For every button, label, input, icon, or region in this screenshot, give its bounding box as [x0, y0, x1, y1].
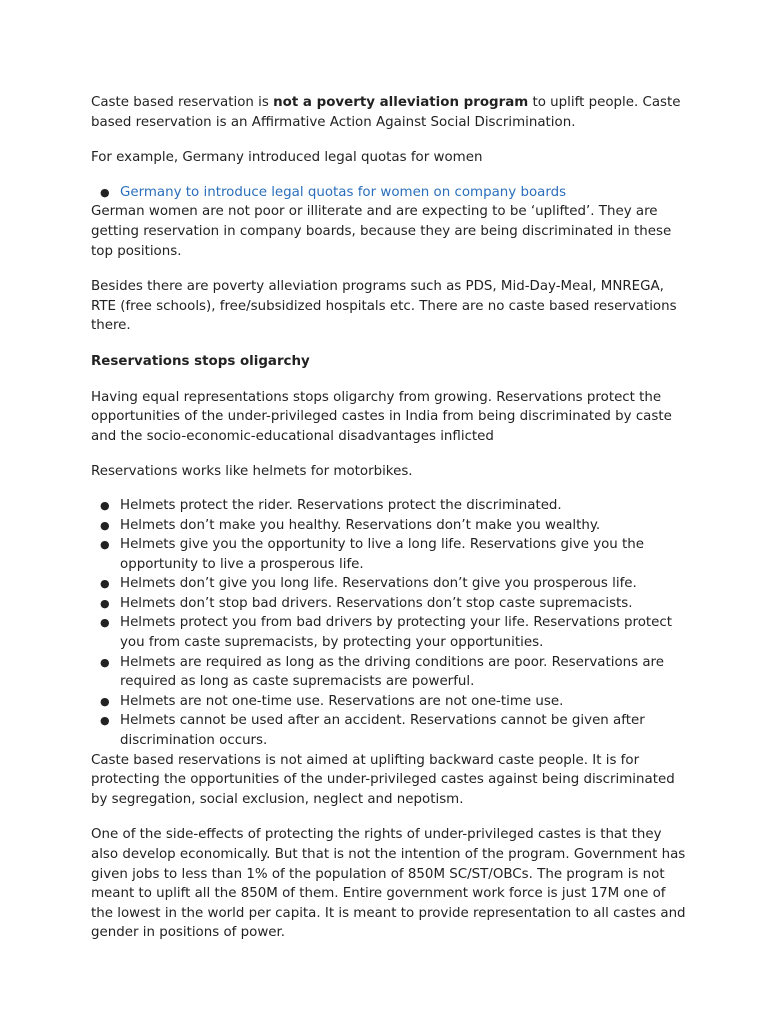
equal-representation-paragraph: Having equal representations stops oligarchy from growing. Reservations protect the opportunities of the under-privileged castes in India from being discriminated by caste and the socio-economic-educational disadvantages inflicted — [91, 389, 672, 444]
bullet-icon: ● — [100, 694, 110, 708]
list-item-text: Helmets don’t give you long life. Reservations don’t give you prosperous life. — [120, 576, 637, 592]
bullet-icon: ● — [100, 616, 110, 630]
intro-text-end: to uplift people. Caste based reservation is an Affirmative Action Against Social Discrimination. — [91, 95, 681, 130]
list-item-text: Helmets protect the rider. Reservations protect the discriminated. — [120, 497, 562, 513]
document-body — [91, 93, 691, 943]
link-list — [91, 183, 691, 203]
list-item — [91, 574, 691, 594]
list-item — [91, 613, 691, 652]
list-item — [91, 496, 691, 516]
list-item — [91, 535, 691, 574]
side-effects-paragraph: One of the side-effects of protecting the rights of under-privileged castes is that they also develop economically. But that is not the intention of the program. Government has given jobs to less than 1% of the population of 850M SC/ST/OBCs. The program is not meant to uplift all the 850M of them. Entire government work force is just 17M one of the lowest in the world per capita. It is meant to provide representation to all castes and gender in positions of power. — [91, 827, 686, 941]
helmet-list — [91, 496, 691, 751]
example-paragraph: For example, Germany introduced legal quotas for women — [91, 150, 483, 166]
list-item — [91, 653, 691, 692]
link-list-item — [91, 183, 691, 203]
list-item-text: Helmets give you the opportunity to live a long life. Reservations give you the opportunity to live a prosperous life. — [120, 537, 645, 572]
list-item — [91, 692, 691, 712]
bullet-icon: ● — [100, 538, 110, 552]
list-item-text: Helmets are not one-time use. Reservations are not one-time use. — [120, 693, 564, 709]
list-item-text: Helmets are required as long as the driving conditions are poor. Reservations are required as long as caste supremacists are powerful. — [120, 654, 665, 690]
intro-paragraph — [91, 93, 691, 132]
bullet-icon: ● — [100, 185, 110, 199]
bullet-icon: ● — [100, 714, 110, 728]
list-item-text: Helmets don’t stop bad drivers. Reservations don’t stop caste supremacists. — [120, 595, 633, 611]
bullet-icon: ● — [100, 596, 110, 610]
poverty-programs-paragraph: Besides there are poverty alleviation programs such as PDS, Mid-Day-Meal, MNREGA, RTE (free schools), free/subsidized hospitals etc. There are no caste based reservations there. — [91, 279, 677, 334]
bullet-icon: ● — [100, 577, 110, 591]
list-item — [91, 516, 691, 536]
germany-quotas-link[interactable]: Germany to introduce legal quotas for women on company boards — [120, 184, 567, 200]
section-heading: Reservations stops oligarchy — [91, 353, 310, 369]
intro-bold-phrase: not a poverty alleviation program — [273, 95, 529, 110]
bullet-icon: ● — [100, 518, 110, 532]
intro-text-start: Caste based reservation is — [91, 95, 274, 110]
list-item-text: Helmets don’t make you healthy. Reservations don’t make you wealthy. — [120, 517, 601, 533]
list-item — [91, 594, 691, 614]
bullet-icon: ● — [100, 498, 110, 512]
german-women-paragraph: German women are not poor or illiterate and are expecting to be ‘uplifted’. They are getting reservation in company boards, because they are being discriminated in these top positions. — [91, 204, 672, 259]
caste-reservations-paragraph: Caste based reservations is not aimed at uplifting backward caste people. It is for protecting the opportunities of the under-privileged castes against being discriminated by segregation, social exclusion, neglect and nepotism. — [91, 752, 675, 807]
list-item-text: Helmets cannot be used after an accident. Reservations cannot be given after discrimination occurs. — [120, 713, 645, 749]
list-item — [91, 711, 691, 750]
list-item-text: Helmets protect you from bad drivers by protecting your life. Reservations protect you from caste supremacists, by protecting your opportunities. — [120, 615, 673, 651]
bullet-icon: ● — [100, 655, 110, 669]
helmet-intro-paragraph: Reservations works like helmets for motorbikes. — [91, 464, 413, 480]
